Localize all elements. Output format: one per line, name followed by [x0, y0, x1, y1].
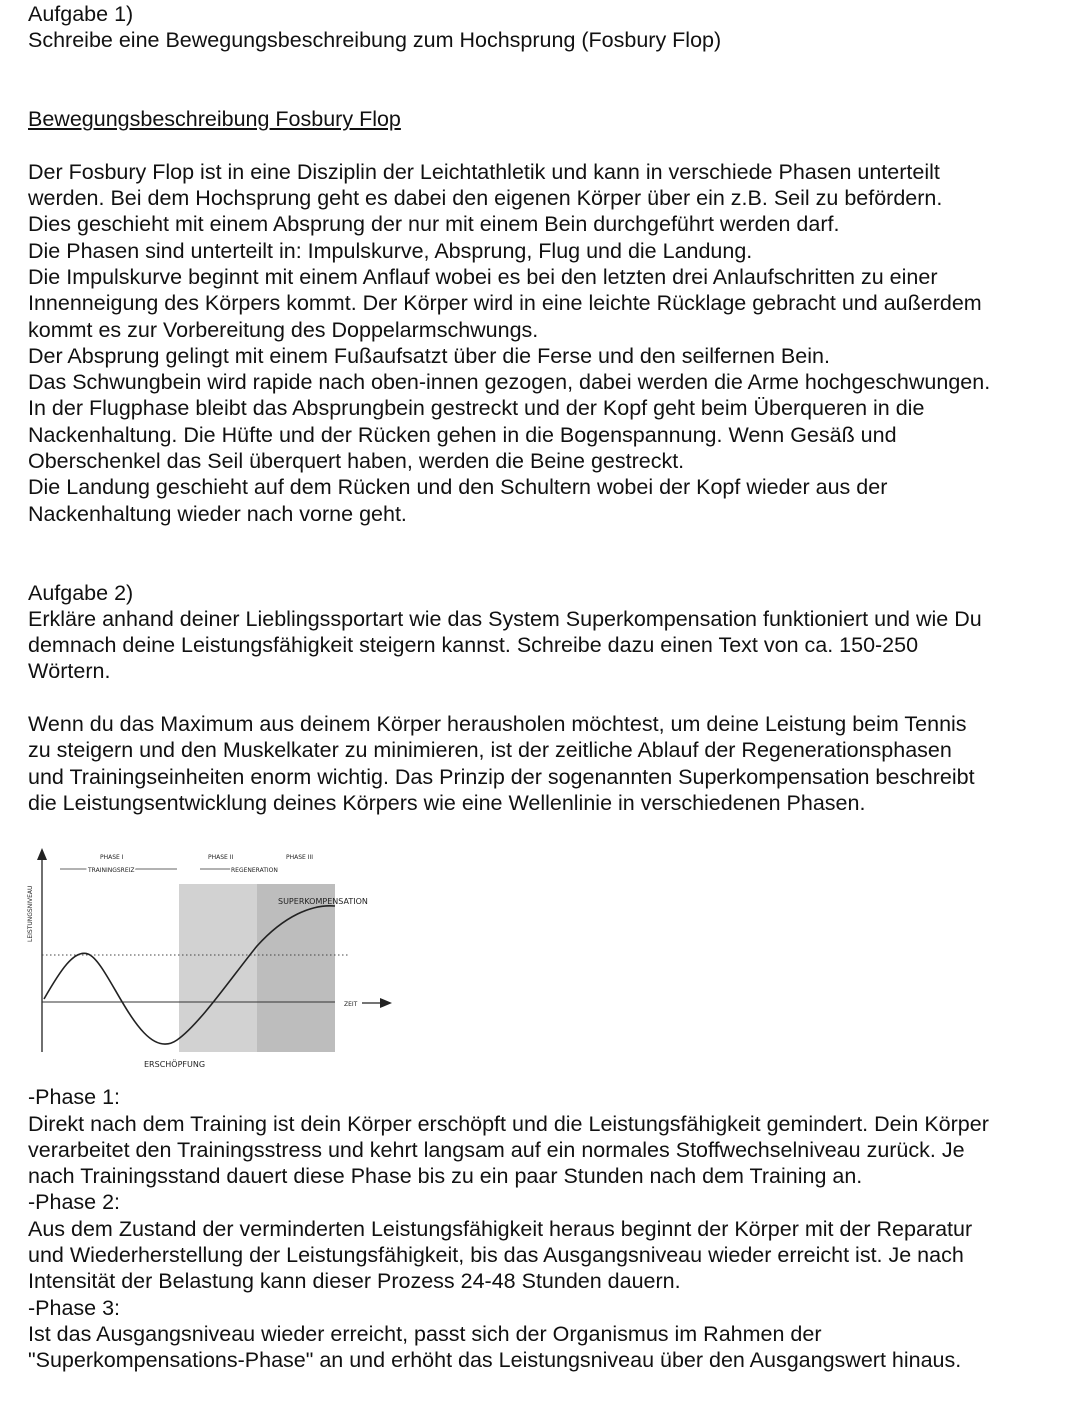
- body-line: Oberschenkel das Seil überquert haben, werden die Beine gestreckt.: [28, 449, 685, 474]
- phase3-line: Ist das Ausgangsniveau wieder erreicht, passt sich der Organismus im Rahmen der: [28, 1321, 822, 1346]
- intro-line: Wenn du das Maximum aus deinem Körper herausholen möchtest, um deine Leistung beim Tennis: [28, 712, 967, 737]
- intro-line: und Trainingseinheiten enorm wichtig. Das Prinzip der sogenannten Superkompensation beschreibt: [28, 764, 975, 789]
- prompt-line: demnach deine Leistungsfähigkeit steigern kannst. Schreibe dazu einen Text von ca. 150-250: [28, 633, 919, 658]
- section-title: Bewegungsbeschreibung Fosbury Flop: [28, 107, 401, 132]
- erschoepfung-label: ERSCHÖPFUNG: [144, 1060, 206, 1070]
- phase1-line: Direkt nach dem Training ist dein Körper erschöpft und die Leistungsfähigkeit gemindert. Dein Körper: [28, 1111, 989, 1136]
- phase2-label: PHASE II: [208, 854, 234, 862]
- body-line: kommt es zur Vorbereitung des Doppelarmschwungs.: [28, 317, 539, 342]
- task1-body: [28, 159, 1068, 527]
- regeneration-label: REGENERATION: [231, 867, 278, 875]
- task2-intro: [28, 711, 1068, 816]
- body-line: werden. Bei dem Hochsprung geht es dabei den eigenen Körper über ein z.B. Seil zu befördern.: [28, 186, 943, 211]
- intro-line: die Leistungsentwicklung deines Körpers wie eine Wellenlinie in verschiedenen Phasen.: [28, 790, 866, 815]
- body-line: Das Schwungbein wird rapide nach oben-innen gezogen, dabei werden die Arme hochgeschwungen.: [28, 370, 991, 395]
- x-axis-arrow-head: [380, 998, 392, 1008]
- task1-heading: Aufgabe 1): [28, 2, 134, 26]
- trainingsreiz-label: TRAININGSREIZ: [88, 867, 135, 875]
- body-line: Dies geschieht mit einem Absprung der nur mit einem Bein durchgeführt werden darf.: [28, 212, 840, 237]
- body-line: Der Fosbury Flop ist in eine Disziplin der Leichtathletik und kann in verschiede Phasen unterteilt: [28, 159, 940, 184]
- superkompensation-label: SUPERKOMPENSATION: [278, 897, 368, 907]
- superkompensation-diagram: [22, 816, 1068, 1084]
- body-line: Innenneigung des Körpers kommt. Der Körper wird in eine leichte Rücklage gebracht und außerdem: [28, 291, 982, 316]
- y-axis-arrow: [37, 848, 47, 860]
- phase3-label: PHASE III: [286, 854, 314, 862]
- phase2-band: [179, 884, 257, 1052]
- phases-section: [28, 1084, 1068, 1373]
- document-page: [28, 0, 1068, 1373]
- prompt-line: Erkläre anhand deiner Lieblingssportart wie das System Superkompensation funktioniert und wie Du: [28, 606, 982, 631]
- body-line: In der Flugphase bleibt das Absprungbein gestreckt und der Kopf geht beim Überqueren in die: [28, 396, 925, 421]
- phase1-heading: -Phase 1:: [28, 1085, 121, 1110]
- intro-line: zu steigern und den Muskelkater zu minimieren, ist der zeitliche Ablauf der Regenerationsphasen: [28, 738, 952, 763]
- diagram-svg: [22, 816, 422, 1084]
- phase3-heading: -Phase 3:: [28, 1295, 121, 1320]
- body-line: Die Impulskurve beginnt mit einem Anflauf wobei es bei den letzten drei Anlaufschritten zu einer: [28, 264, 938, 289]
- task2-prompt: [28, 606, 1068, 685]
- task1-prompt: Schreibe eine Bewegungsbeschreibung zum Hochsprung (Fosbury Flop): [28, 28, 722, 53]
- phase1-line: nach Trainingsstand dauert diese Phase bis zu ein paar Stunden nach dem Training an.: [28, 1164, 863, 1189]
- prompt-line: Wörtern.: [28, 659, 111, 684]
- phase3-line: "Superkompensations-Phase" an und erhöht das Leistungsniveau über den Ausgangswert hinaus.: [28, 1348, 962, 1373]
- phase2-line: Intensität der Belastung kann dieser Prozess 24-48 Stunden dauern.: [28, 1269, 681, 1294]
- phase2-heading: -Phase 2:: [28, 1190, 121, 1215]
- phase1-label: PHASE I: [100, 854, 124, 862]
- body-line: Der Absprung gelingt mit einem Fußaufsatzt über die Ferse und den seilfernen Bein.: [28, 343, 830, 368]
- body-line: Die Landung geschieht auf dem Rücken und den Schultern wobei der Kopf wieder aus der: [28, 475, 888, 500]
- phase1-line: verarbeitet den Trainingsstress und kehrt langsam auf ein normales Stoffwechselniveau zurück. Je: [28, 1137, 965, 1162]
- phase3-band: [257, 884, 335, 1052]
- phase2-line: Aus dem Zustand der verminderten Leistungsfähigkeit heraus beginnt der Körper mit der Reparatur: [28, 1216, 973, 1241]
- zeit-label: ZEIT: [344, 1001, 358, 1009]
- body-line: Nackenhaltung. Die Hüfte und der Rücken gehen in die Bogenspannung. Wenn Gesäß und: [28, 422, 897, 447]
- y-axis-label: LEISTUNGSNIVEAU: [27, 885, 34, 943]
- body-line: Nackenhaltung wieder nach vorne geht.: [28, 501, 407, 526]
- task2-heading: Aufgabe 2): [28, 580, 134, 605]
- phase2-line: und Wiederherstellung der Leistungsfähigkeit, bis das Ausgangsniveau wieder erreicht ist. Je nach: [28, 1242, 964, 1267]
- body-line: Die Phasen sind unterteilt in: Impulskurve, Absprung, Flug und die Landung.: [28, 238, 753, 263]
